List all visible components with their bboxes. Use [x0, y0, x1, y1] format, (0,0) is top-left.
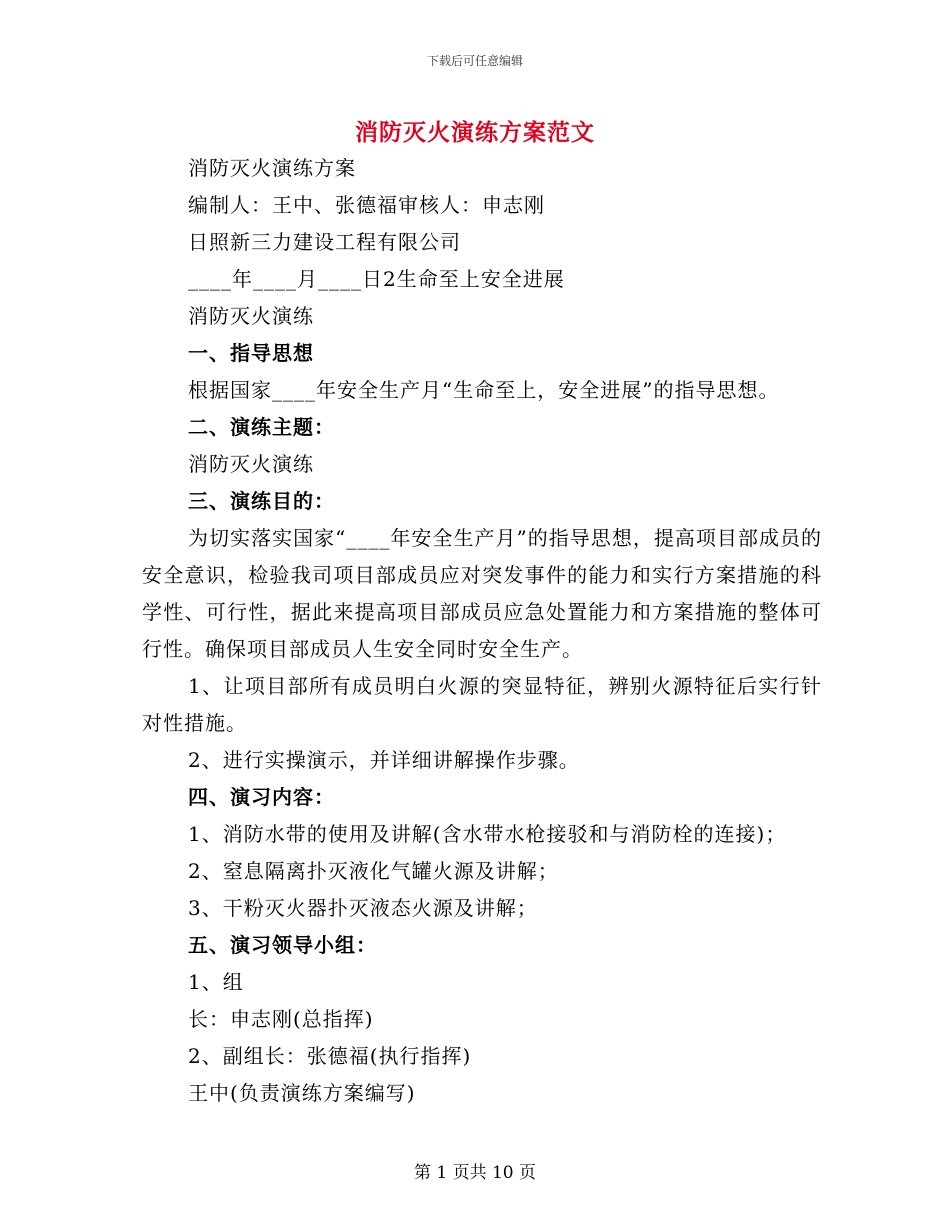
- section-4-item-3: 3、干粉灭火器扑灭液态火源及讲解；: [188, 896, 538, 920]
- section-5-line-4: 王中(负责演练方案编写): [188, 1081, 416, 1105]
- document-body: [142, 150, 822, 1112]
- document-title: 消防灭火演练方案范文: [355, 119, 595, 146]
- page-header-note: 下载后可任意编辑: [426, 54, 523, 68]
- section-3-paragraph: 为切实落实国家“____年安全生产月”的指导思想，提高项目部成员的安全意识，检验我司项目部成员应对突发事件的能力和实行方案措施的科学性、可行性，据此来提高项目部成员应急处置能力和方案措施的整体可行性。确保项目部成员人生安全同时安全生产。: [142, 526, 822, 661]
- company-line: 日照新三力建设工程有限公司: [188, 230, 461, 254]
- drill-name-line: 消防灭火演练: [188, 304, 314, 328]
- section-5-line-1: 1、组: [188, 970, 244, 994]
- section-5-line-2: 长：申志刚(总指挥): [188, 1007, 374, 1031]
- section-3-heading: 三、演练目的：: [188, 489, 335, 513]
- date-line: ____年____月____日2生命至上安全进展: [188, 267, 565, 291]
- section-1-heading: 一、指导思想: [188, 341, 314, 365]
- section-2-text: 消防灭火演练: [188, 452, 314, 476]
- section-2-heading: 二、演练主题：: [188, 415, 335, 439]
- section-4-heading: 四、演习内容：: [188, 785, 335, 809]
- section-4-item-2: 2、窒息隔离扑灭液化气罐火源及讲解；: [188, 859, 559, 883]
- page-footer-number: 第 1 页共 10 页: [413, 1163, 537, 1183]
- section-4-item-1: 1、消防水带的使用及讲解(含水带水枪接驳和与消防栓的连接)；: [188, 822, 787, 846]
- section-3-item-1: 1、让项目部所有成员明白火源的突显特征，辨别火源特征后实行针对性措施。: [142, 674, 822, 735]
- section-5-heading: 五、演习领导小组：: [188, 933, 377, 957]
- plan-name-line: 消防灭火演练方案: [188, 156, 356, 180]
- authors-line: 编制人：王中、张德福审核人：申志刚: [188, 193, 545, 217]
- section-5-line-3: 2、副组长：张德福(执行指挥): [188, 1044, 472, 1068]
- section-1-text: 根据国家____年安全生产月“生命至上，安全进展”的指导思想。: [188, 378, 780, 402]
- section-3-item-2: 2、进行实操演示，并详细讲解操作步骤。: [188, 748, 580, 772]
